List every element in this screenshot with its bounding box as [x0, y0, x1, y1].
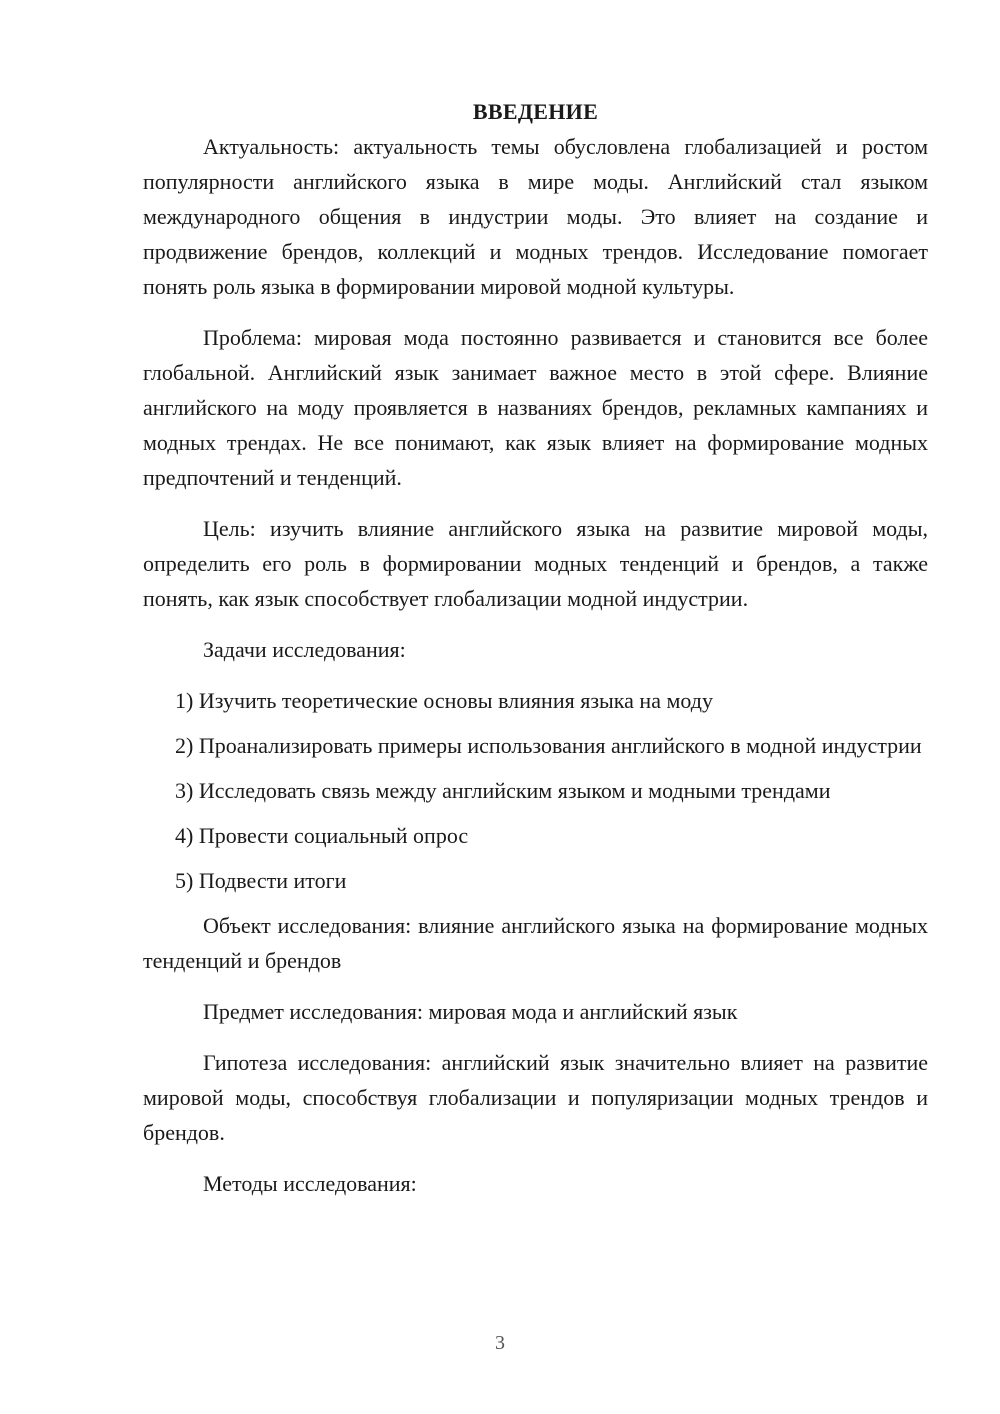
document-page: [143, 94, 928, 1217]
task-item-1: 1) Изучить теоретические основы влияния языка на моду: [175, 688, 713, 713]
task-item-2: 2) Проанализировать примеры использования английского в модной индустрии: [175, 733, 922, 758]
task-item-3: 3) Исследовать связь между английским языком и модными трендами: [175, 778, 831, 803]
tasks-heading: Задачи исследования:: [203, 637, 406, 662]
task-item-4: 4) Провести социальный опрос: [175, 823, 469, 848]
page-number: 3: [495, 1332, 505, 1354]
goal-paragraph: Цель: изучить влияние английского языка на развитие мировой моды, определить его роль в формировании модных тенденций и брендов, а также понять, как язык способствует глобализации модной индустрии.: [143, 516, 928, 611]
object-paragraph: Объект исследования: влияние английского языка на формирование модных тенденций и брендов: [143, 913, 928, 973]
methods-heading: Методы исследования:: [203, 1171, 417, 1196]
problem-paragraph: Проблема: мировая мода постоянно развивается и становится все более глобальной. Английский язык занимает важное место в этой сфере. Влияние английского на моду проявляется в названиях брендов, рекламных кампаниях и модных трендах. Не все понимают, как язык влияет на формирование модных предпочтений и тенденций.: [143, 325, 928, 490]
task-item-5: 5) Подвести итоги: [175, 868, 347, 893]
hypothesis-paragraph: Гипотеза исследования: английский язык значительно влияет на развитие мировой моды, способствуя глобализации и популяризации модных трендов и брендов.: [143, 1050, 928, 1145]
relevance-paragraph: Актуальность: актуальность темы обусловлена глобализацией и ростом популярности английского языка в мире моды. Английский стал языком международного общения в индустрии моды. Это влияет на создание и продвижение брендов, коллекций и модных трендов. Исследование помогает понять роль языка в формировании мировой модной культуры.: [143, 134, 928, 299]
section-title: ВВЕДЕНИЕ: [472, 99, 599, 124]
subject-paragraph: Предмет исследования: мировая мода и английский язык: [203, 999, 738, 1024]
